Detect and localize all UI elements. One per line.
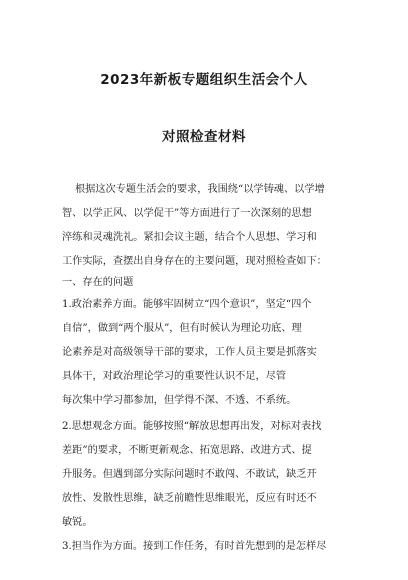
document-title-line-2: 对照检查材料 xyxy=(162,129,246,145)
body-line: 敏锐。 xyxy=(62,517,93,528)
body-line: 工作实际，查摆出自身存在的主要问题，现对照检查如下： xyxy=(62,256,327,267)
body-line: 放性、发散性思维，缺乏前瞻性思维眼光，反应有时还不 xyxy=(62,493,317,504)
body-line: 根据这次专题生活会的要求，我围绕“以学铸魂、以学增 xyxy=(75,184,325,195)
body-line: 具体干，对政治理论学习的重要性认识不足，尽管 xyxy=(62,371,287,382)
body-line: 2.思想观念方面。能够按照“解放思想再出发，对标对表找 xyxy=(62,421,322,432)
body-line: 每次集中学习都参加，但学得不深、不透、不系统。 xyxy=(62,395,297,406)
body-line: 淬练和灵魂洗礼。紧扣会议主题，结合个人思想、学习和 xyxy=(62,232,317,243)
document-title-line-1: 2023年新板专题组织生活会个人 xyxy=(100,72,308,88)
section-heading: 一、存在的问题 xyxy=(62,277,134,288)
body-line: 升服务。但遇到部分实际问题时不敢闯、不敢试，缺乏开 xyxy=(62,469,317,480)
body-line: 3.担当作为方面。接到工作任务，有时首先想到的是怎样尽 xyxy=(62,541,327,552)
body-line: 智、以学正风、以学促干”等方面进行了一次深刻的思想 xyxy=(62,208,312,219)
body-line: 1.政治素养方面。能够牢固树立“四个意识”，坚定“四个 xyxy=(62,299,312,310)
body-line: 论素养是对高级领导干部的要求，工作人员主要是抓落实 xyxy=(62,347,317,358)
body-line: 自信”，做到“两个服从”，但有时候认为理论功底、理 xyxy=(62,323,302,334)
body-line: 差距”的要求，不断更新观念、拓宽思路、改进方式、提 xyxy=(62,445,312,456)
